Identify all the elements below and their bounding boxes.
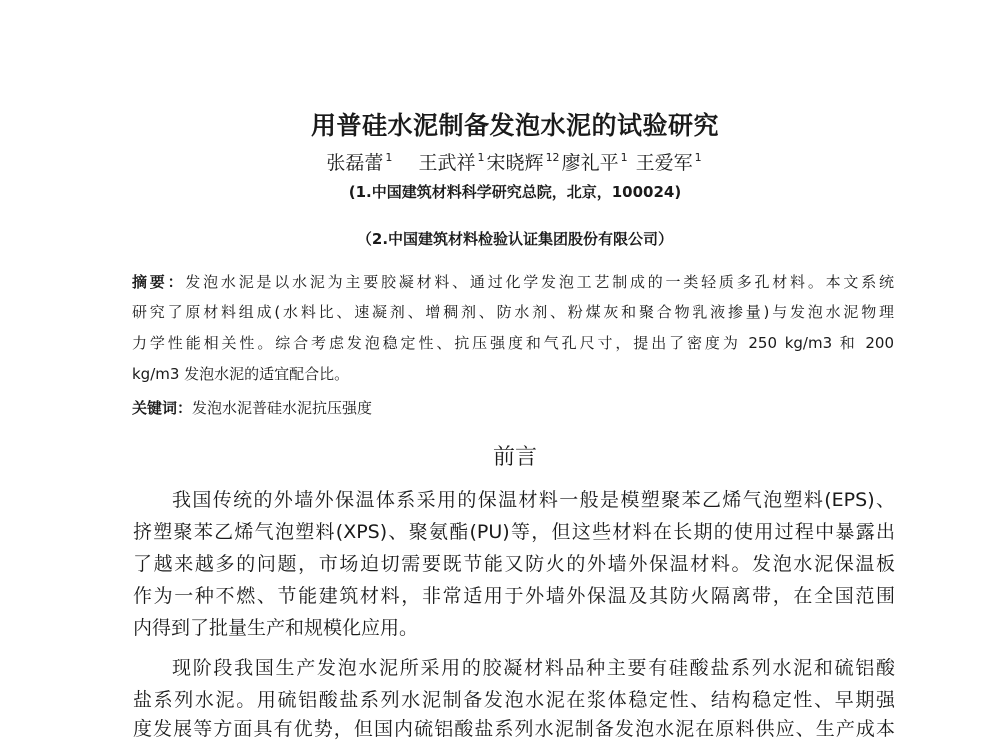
author-affiliation-mark: 12 xyxy=(545,151,560,164)
abstract-text: 发泡水泥是以水泥为主要胶凝材料、通过化学发泡工艺制成的一类轻质多孔材料。本文系统 xyxy=(185,273,894,291)
abstract-line xyxy=(132,271,894,292)
author-list xyxy=(0,148,1000,175)
author-affiliation-mark: 1 xyxy=(694,151,702,164)
body-line: 内得到了批量生产和规模化应用。 xyxy=(133,617,419,639)
section-title: 前言 xyxy=(492,445,537,470)
body-line: 了越来越多的问题，市场迫切需要既节能又防火的外墙外保温材料。发泡水泥保温板 xyxy=(133,553,895,575)
author-name: 王武祥 xyxy=(418,152,476,174)
keywords-text: 发泡水泥普硅水泥抗压强度 xyxy=(192,399,373,417)
abstract-label: 摘要： xyxy=(132,273,186,291)
abstract-line: kg/m3 发泡水泥的适宜配合比。 xyxy=(132,365,350,383)
author-name: 王爱军 xyxy=(635,152,693,174)
author-name: 张磊蕾 xyxy=(326,152,384,174)
body-line: 作为一种不燃、节能建筑材料，非常适用于外墙外保温及其防火隔离带，在全国范围 xyxy=(133,585,895,607)
body-line: 挤塑聚苯乙烯气泡塑料(XPS)、聚氨酯(PU)等，但这些材料在长期的使用过程中暴露出 xyxy=(133,521,895,543)
keywords-line xyxy=(132,397,894,418)
keywords-label: 关键词： xyxy=(132,399,193,417)
author-name: 廖礼平 xyxy=(561,152,619,174)
abstract-line: 研究了原材料组成(水料比、速凝剂、增稠剂、防水剂、粉煤灰和聚合物乳液掺量)与发泡水泥物理 xyxy=(132,303,894,321)
author-name: 宋晓辉 xyxy=(486,152,544,174)
author-affiliation-mark: 1 xyxy=(385,151,393,164)
author-affiliation-mark: 1 xyxy=(620,151,628,164)
body-line: 度发展等方面具有优势，但国内硫铝酸盐系列水泥制备发泡水泥在原料供应、生产成本 xyxy=(133,718,895,740)
body-line: 我国传统的外墙外保温体系采用的保温材料一般是模塑聚苯乙烯气泡塑料(EPS)、 xyxy=(172,489,895,511)
affiliation-2: （2.中国建筑材料检验认证集团股份有限公司） xyxy=(356,230,674,248)
author-affiliation-mark: 1 xyxy=(477,151,485,164)
affiliation-1: (1.中国建筑材料科学研究总院，北京，100024) xyxy=(348,183,682,201)
abstract-line: 力学性能相关性。综合考虑发泡稳定性、抗压强度和气孔尺寸，提出了密度为 250 kg/m3 和 200 xyxy=(132,334,894,352)
body-line: 现阶段我国生产发泡水泥所采用的胶凝材料品种主要有硅酸盐系列水泥和硫铝酸 xyxy=(172,657,895,679)
paper-title: 用普硅水泥制备发泡水泥的试验研究 xyxy=(310,111,719,140)
body-line: 盐系列水泥。用硫铝酸盐系列水泥制备发泡水泥在浆体稳定性、结构稳定性、早期强 xyxy=(133,689,895,711)
